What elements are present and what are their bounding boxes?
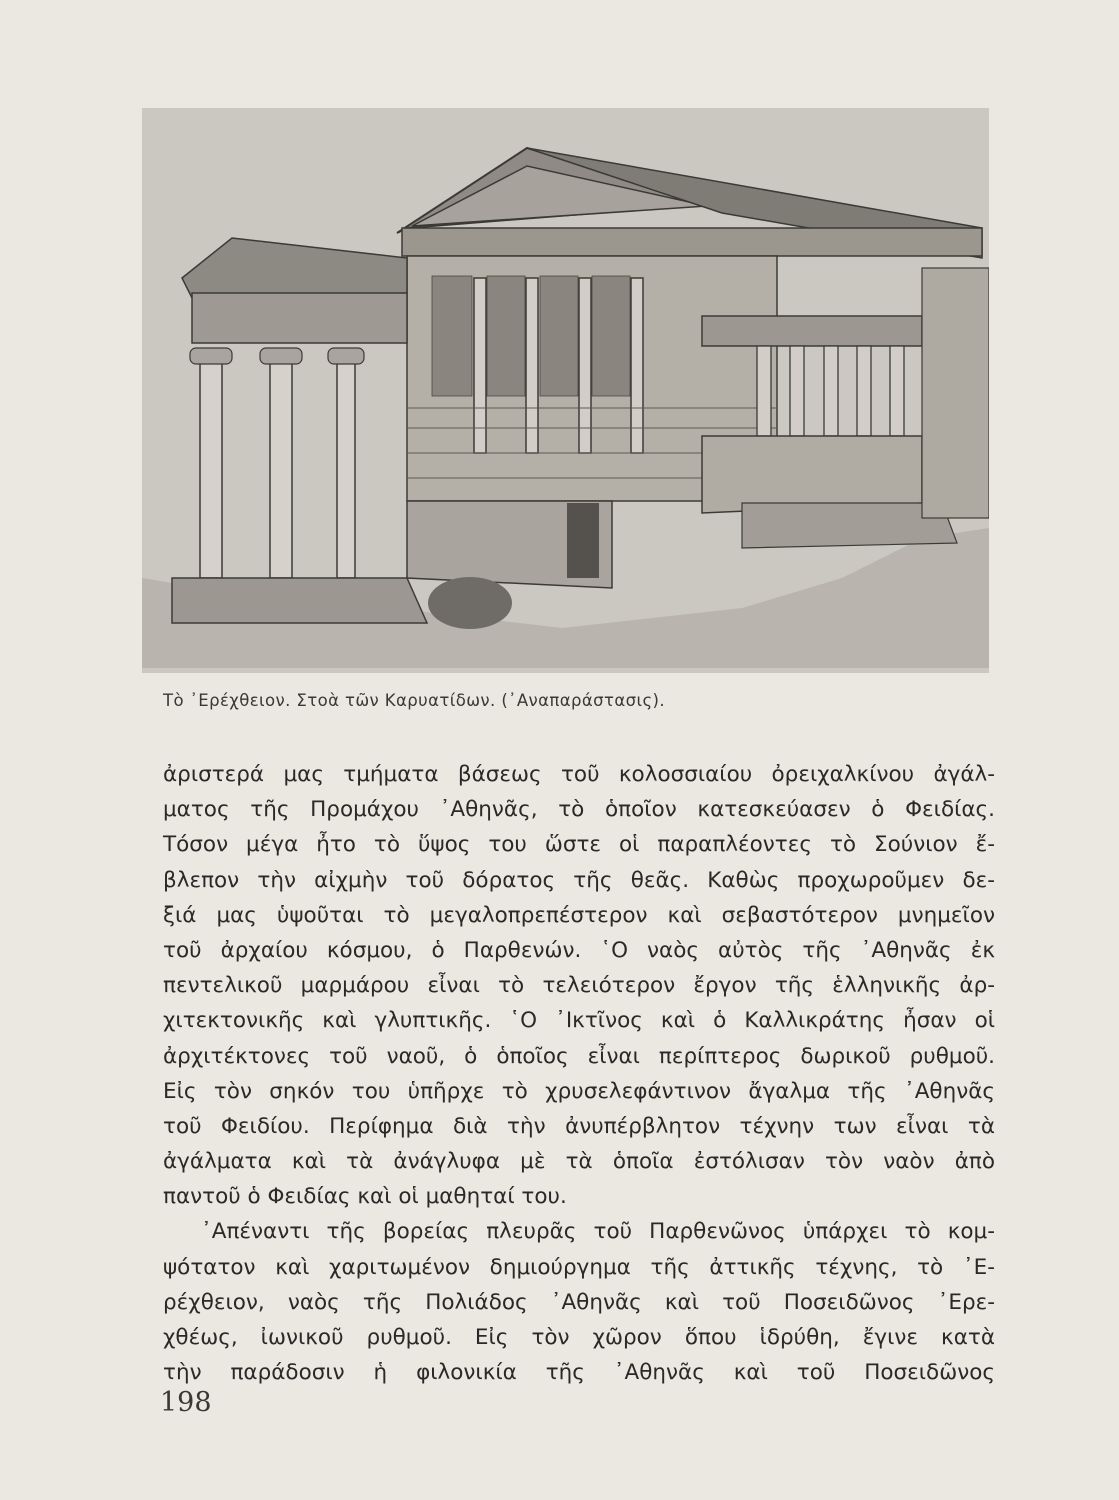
text-line: ἀρχιτέκτονες τοῦ ναοῦ, ὁ ὁποῖος εἶναι περίπτερος δωρικοῦ ρυθμοῦ. xyxy=(163,1043,995,1069)
text-line: τοῦ ἀρχαίου κόσμου, ὁ Παρθενών. ῾Ο ναὸς αὐτὸς τῆς ᾿Αθηνᾶς ἐκ xyxy=(163,937,995,963)
text-line: χιτεκτονικῆς καὶ γλυπτικῆς. ῾Ο ᾿Ικτῖνος καὶ ὁ Καλλικράτης ἦσαν οἱ xyxy=(163,1008,995,1034)
text-line: Εἰς τὸν σηκόν του ὑπῆρχε τὸ χρυσελεφάντινον ἄγαλμα τῆς ᾿Αθηνᾶς xyxy=(163,1078,995,1104)
paragraph-2 xyxy=(163,1214,995,1390)
erechtheion-drawing xyxy=(142,108,989,673)
text-line: ᾿Απέναντι τῆς βορείας πλευρᾶς τοῦ Παρθενῶνος ὑπάρχει τὸ κομ- xyxy=(201,1219,995,1245)
erechtheion-illustration xyxy=(142,108,989,673)
text-line: ψότατον καὶ χαριτωμένον δημιούργημα τῆς ἀττικῆς τέχνης, τὸ ᾿Ε- xyxy=(163,1254,995,1280)
text-line: χθέως, ἰωνικοῦ ρυθμοῦ. Εἰς τὸν χῶρον ὅπου ἱδρύθη, ἔγινε κατὰ xyxy=(163,1325,995,1350)
text-line: Τόσον μέγα ἦτο τὸ ὕψος του ὥστε οἱ παραπλέοντες τὸ Σούνιον ἔ- xyxy=(163,832,995,858)
text-line: τοῦ Φειδίου. Περίφημα διὰ τὴν ἀνυπέρβλητον τέχνην των εἶναι τὰ xyxy=(163,1113,995,1139)
text-line: ματος τῆς Προμάχου ᾿Αθηνᾶς, τὸ ὁποῖον κατεσκεύασεν ὁ Φειδίας. xyxy=(163,797,995,823)
text-line: παντοῦ ὁ Φειδίας καὶ οἱ μαθηταί του. xyxy=(163,1184,567,1210)
text-line: ἀριστερά μας τμήματα βάσεως τοῦ κολοσσιαίου ὀρειχαλκίνου ἀγάλ- xyxy=(163,762,995,787)
body-text xyxy=(163,757,995,1390)
text-line: τὴν παράδοσιν ἡ φιλονικία τῆς ᾿Αθηνᾶς καὶ τοῦ Ποσειδῶνος xyxy=(163,1360,995,1386)
text-line: ρέχθειον, ναὸς τῆς Πολιάδος ᾿Αθηνᾶς καὶ τοῦ Ποσειδῶνος ᾿Ερε- xyxy=(163,1289,995,1315)
page-number: 198 xyxy=(160,1387,212,1418)
figure-caption: Τὸ ᾿Ερέχθειον. Στοὰ τῶν Καρυατίδων. (᾿Αναπαράστασις). xyxy=(163,691,666,710)
text-line: πεντελικοῦ μαρμάρου εἶναι τὸ τελειότερον ἔργον τῆς ἑλληνικῆς ἀρ- xyxy=(163,973,995,999)
text-line: ἀγάλματα καὶ τὰ ἀνάγλυφα μὲ τὰ ὁποῖα ἐστόλισαν τὸν ναὸν ἀπὸ xyxy=(163,1149,995,1175)
text-line: ξιά μας ὑψοῦται τὸ μεγαλοπρεπέστερον καὶ σεβαστότερον μνημεῖον xyxy=(163,902,995,928)
paragraph-1 xyxy=(163,757,995,1214)
text-line: βλεπον τὴν αἰχμὴν τοῦ δόρατος τῆς θεᾶς. Καθὼς προχωροῦμεν δε- xyxy=(163,867,995,893)
